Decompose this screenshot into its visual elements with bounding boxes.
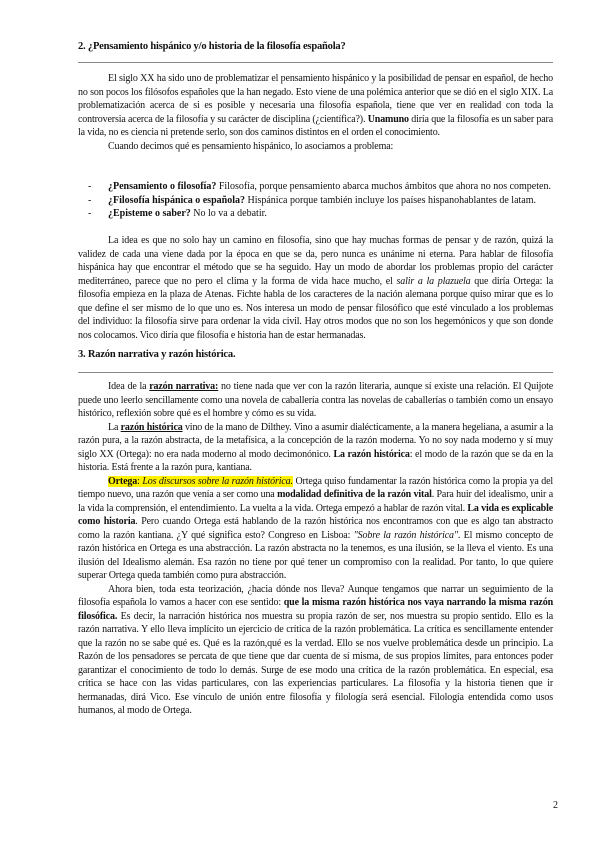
- list-item: - ¿Pensamiento o filosofía? Filosofía, porque pensamiento abarca muchos ámbitos que ahora no nos competen.: [88, 181, 551, 192]
- section-2-bullet-list: [78, 180, 553, 221]
- section-3-title: 3. Razón narrativa y razón histórica.: [78, 349, 236, 360]
- section-2-rule: [78, 62, 553, 63]
- section-3-paragraph-2: La razón histórica vino de la mano de Dilthey. Vino a asumir dialécticamente, a la manera hegeliana, a asumir a la razón pura, a la razón abstracta, de la metafísica, a la concepción de la razón moderna. Yo no soy nada moderno y sí muy siglo XX (Ortega): no era nada moderno al modo decimonónico. La razón histórica: el modo de la razón que se da en la historia. Está frente a la razón pura, kantiana.: [78, 421, 553, 473]
- section-3-paragraph-3: Ortega: Los discursos sobre la razón histórica. Ortega quiso fundamentar la razón histórica como la propia ya del tiempo nuevo, una razón que venía a ser como una modalidad definitiva de la razón vital. Para huir del idealismo, unir a la vida la comprensión, el entendimiento. La vuelta a la vida. Ortega empezó a hablar de razón vital. La vida es explicable como historia. Pero cuando Ortega está hablando de la razón histórica nos encontramos con que es algo tan abstracto como la razón kantiana. ¿Y qué significa esto? Congreso en Lisboa: "Sobre la razón histórica". El mismo concepto de razón histórica en Ortega es una abstracción. La razón abstracta no la tenemos, es una ilusión, se la lleva el viento. Es una ilusión del Idealismo alemán. Esa razón no tiene por qué tener un compromiso con la realidad. Por tanto, lo que quiere superar Ortega queda también como pura abstracción.: [78, 475, 553, 581]
- section-3-body: [78, 380, 553, 718]
- section-2-title: 2. ¿Pensamiento hispánico y/o historia de la filosofía española?: [78, 41, 346, 52]
- section-2-paragraph-1: El siglo XX ha sido uno de problematizar el pensamiento hispánico y la posibilidad de pensar en español, de hecho no son pocos los filósofos españoles que la han negado. Esto viene de una polémica anterior que se dió en el siglo XIX. La problematización acerca de si es posible y necesaria una filosofía española, tiene que ver en realidad con toda la controversia acerca de la filosofía y su carácter de disciplina (¿científica?). Unamuno diría que la filosofía es un saber para la vida, no es ciencia ni pretende serlo, son dos caminos distintos en el orden el conocimiento. Cuando decimos qué es pensamiento hispánico, lo asociamos a problema:: [78, 73, 553, 152]
- unamuno-bold: Unamuno: [367, 113, 409, 125]
- section-3-rule: [78, 372, 553, 373]
- list-item: - ¿Filosofía hispánica o española? Hispánica porque también incluye los países hispanohablantes de latam.: [88, 194, 536, 206]
- section-2-paragraph-3: La idea es que no solo hay un camino en filosofía, sino que hay muchas formas de pensar y de razón, quizá la validez de cada una viene dada por la época en que se da, pero nunca es unánime ni eterna. Para hablar de filosofía hispánica hay que encontrar el método que se ha seguido. Hay un modo de abordar los problemas propio del carácter mediterráneo, parece que no pero el clima y la forma de vida hace mucho, el salir a la plazuela que diría Ortega: la filosofía empieza en la plaza de Atenas. Fichte habla de los caracteres de la nación alemana porque quiso mirar que es lo que define el ser mismo de lo que uno es. Nos interesa un modo de pensar filosófico que esté vinculado a los problemas del individuo: la filosofía sirve para ordenar la vida civil. Hay otros modos que no son los hegemónicos y que son donde nos colocamos. Vico diría que filosofía e historia han de estar hermanadas.: [78, 235, 554, 341]
- page-number: 2: [553, 800, 558, 811]
- section-2-paragraph-2: Cuando decimos qué es pensamiento hispánico, lo asociamos a problema:: [108, 140, 394, 152]
- list-item: - ¿Episteme o saber? No lo va a debatir.: [88, 208, 267, 219]
- section-3-paragraph-4: Ahora bien, toda esta teorización, ¿hacia dónde nos lleva? Aunque tengamos que narrar un seguimiento de la filosofía española lo vamos a hacer con ese sentido: que la misma razón histórica nos vaya narrando la misma razón filosófica. Es decir, la narración histórica nos muestra su propia razón de ser, nos muestra su propio sentido. Ello es la razón narrativa. Y ello lleva implícito un ejercicio de crítica de la razón problemática. La crítica es sencillamente entender que la razón no se sabe qué es. Qué es la razón,qué es la verdad. Ello se nos vuelve problemática desde un principio. La Razón de los pensadores se percata de que tiene que dar cuenta de sí misma, de sus propios límites, para entonces poder garantizar el conocimiento de todo lo demás. Surge de ese modo una crítica de la razón problemática. En especial, esa crítica se hace con las vidas particulares, con las experiencias particulares. La filosofía y la historia tienen que ir hermanadas, dirá Vico. Ese vínculo de unión entre filosofía y filología será esencial. Filología entendida como usos humanos, al modo de Ortega.: [78, 583, 553, 716]
- section-3-paragraph-1: Idea de la razón narrativa: no tiene nada que ver con la razón literaria, aunque sí existe una relación. El Quijote puede uno leerlo sencillamente como una novela de caballería contra las novelas de caballerías o también como un ensayo histórico, reflexión sobre qué es el hombre y cómo es su vida.: [78, 381, 554, 419]
